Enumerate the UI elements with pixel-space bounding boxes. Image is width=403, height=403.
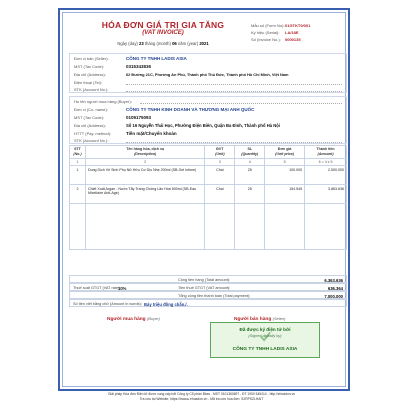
buyer-account-line <box>126 142 342 143</box>
seller-account-label: STK (Account No.): <box>74 87 109 92</box>
row-no: 1 <box>70 166 86 185</box>
meta-form-value: 01GTKT0/001 <box>285 23 311 28</box>
seller-tax: 0315343836 <box>126 63 152 69</box>
buyer-person-label: Họ tên người mua hàng (Buyer): <box>74 99 132 104</box>
buyer-company: CÔNG TY TNHH KINH DOANH VÀ THƯƠNG MẠI ANH QUỐC <box>126 106 255 112</box>
table-empty-row <box>70 204 347 250</box>
meta-serial-label: Ký hiệu (Serial): <box>251 30 280 35</box>
date-year-label: năm (year) <box>177 41 199 46</box>
stamp-line2: (Signed digitally by) <box>248 334 282 338</box>
table-colnum-row <box>70 159 347 166</box>
row-qty: 25 <box>235 185 265 204</box>
row-amount: 3.863.636 <box>305 185 347 204</box>
colnum: 3 <box>205 159 235 166</box>
meta-serial-value: LA/18E <box>285 30 299 35</box>
meta-form <box>251 22 351 29</box>
header-desc: Tên hàng hóa, dịch vụ (Description) <box>85 146 204 159</box>
seller-name: CÔNG TY TNHH LADIS ASIA <box>126 55 187 61</box>
meta-number <box>251 36 351 43</box>
vat-amount-label: Tiền thuế GTGT (VAT amount): <box>178 286 231 290</box>
header-amount: Thành tiền (Amount) <box>305 146 347 159</box>
footer-provider: Giải pháp Hóa đơn Điện tử được cung cấp bởi Công ty Cổ phần Bkav - MST 0101360697 - ĐT 1900 545414 - http://ehoadon.vn <box>107 392 296 396</box>
amount-words-label: Số tiền viết bằng chữ (Amount in words): <box>73 302 142 306</box>
buyer-section <box>69 96 347 144</box>
row-price: 154.545 <box>265 185 305 204</box>
buyer-tax-label: MST (Tax Code): <box>74 115 105 120</box>
date-month-label: tháng (month) <box>144 41 171 46</box>
colnum: 6 = 4 x 5 <box>305 159 347 166</box>
row-price: 100.000 <box>265 166 305 185</box>
meta-serial <box>251 29 351 36</box>
subtotal-row <box>69 275 347 283</box>
buyer-account-label: STK (Account No.): <box>74 138 109 143</box>
table-header-row <box>70 146 347 159</box>
grand-total-value: 7.000.000 <box>324 293 343 299</box>
subtotal-label: Cộng tiền hàng (Total amount): <box>178 278 231 282</box>
meta-form-label: Mẫu số (Form No): <box>251 23 285 28</box>
buyer-payment: Tiền mặt/Chuyển khoản <box>126 130 177 136</box>
subtotal-value: 6.363.636 <box>324 277 343 283</box>
row-desc: Dung Dịch Vệ Sinh Phụ Nữ Hữu Cơ Dịu Nhẹ 200ml (SB-Gel Intime) <box>85 166 204 185</box>
date-prefix: Ngày (day) <box>117 41 138 46</box>
date-day: 23 <box>138 41 144 46</box>
stamp-line3: CÔNG TY TNHH LADIS ASIA <box>232 347 298 352</box>
row-no: 2 <box>70 185 86 204</box>
footer-lookup: Tra cứu tại Website: https://tracuu.ehoadon.vn - Mã tra cứu hóa đơn: S2RPSZLHAIT <box>139 397 264 401</box>
stamp-line1: Đã được ký điện tử bởi <box>239 327 291 332</box>
invoice-title: HÓA ĐƠN GIÁ TRỊ GIA TĂNG <box>101 20 225 30</box>
colnum: 1 <box>70 159 86 166</box>
header-qty: SL (Quantity) <box>235 146 265 159</box>
row-desc: Chiết Xuất Argan - Nước Tẩy Trang Chống Lão Hóa 500ml (SB-Eau Micellaire Anti-Age) <box>85 185 204 204</box>
invoice-meta <box>251 22 351 43</box>
seller-signature-en: (Seller) <box>272 316 286 321</box>
seller-tax-label: MST (Tax Code): <box>74 64 105 69</box>
colnum: 4 <box>235 159 265 166</box>
buyer-payment-label: HTTT (Pay. method): <box>74 131 112 136</box>
vat-rate-value: 10% <box>118 285 127 291</box>
table-row <box>70 166 347 185</box>
buyer-signature-en: (Buyer) <box>146 316 161 321</box>
date-year: 2021 <box>199 41 209 46</box>
row-amount: 2.500.000 <box>305 166 347 185</box>
seller-account-line <box>126 91 342 92</box>
header-no: STT (No.) <box>70 146 86 159</box>
buyer-company-label: Đơn vị (Co. name): <box>74 107 108 112</box>
seller-tel-line <box>126 84 342 85</box>
buyer-signature-label: Người mua hàng <box>107 317 146 322</box>
buyer-address-label: Địa chỉ (Address): <box>74 123 106 128</box>
header-unit: ĐVT (Unit) <box>205 146 235 159</box>
seller-name-label: Đơn vị bán (Seller): <box>74 56 109 61</box>
vat-rate-label: Thuế suất GTGT (VAT rate): <box>73 286 121 290</box>
row-qty: 25 <box>235 166 265 185</box>
vat-amount-value: 636.364 <box>327 285 343 291</box>
amount-words-row <box>69 299 347 307</box>
date-month: 06 <box>172 41 177 46</box>
invoice-sheet <box>58 8 350 391</box>
vat-row <box>69 283 347 291</box>
buyer-tax: 0109175093 <box>126 114 152 120</box>
seller-section <box>69 53 347 93</box>
buyer-address: Số 16 Nguyễn Thái Học, Phường Điện Biên, Quận Ba Đình, Thành phố Hà Nội <box>126 122 280 128</box>
invoice-date <box>63 41 263 46</box>
grand-total-row <box>69 291 347 299</box>
digital-signature-stamp <box>210 322 320 358</box>
seller-tel-label: Điện thoại (Tel): <box>74 80 103 85</box>
row-unit: Chai <box>205 185 235 204</box>
row-unit: Chai <box>205 166 235 185</box>
seller-signature-label: Người bán hàng <box>234 317 272 322</box>
meta-number-label: Số (Invoice No.): <box>251 37 281 42</box>
colnum: 5 <box>265 159 305 166</box>
buyer-person-line <box>140 103 342 104</box>
amount-words-value: Bảy triệu đồng chẵn./. <box>144 301 188 307</box>
colnum: 2 <box>85 159 204 166</box>
grand-total-label: Tổng cộng tiền thanh toán (Total payment): <box>178 294 251 298</box>
invoice-subtitle: (VAT INVOICE) <box>142 30 184 36</box>
table-row <box>70 185 347 204</box>
seller-address-label: Địa chỉ (Address): <box>74 72 106 77</box>
meta-number-value: 0000135 <box>285 37 301 42</box>
header-price: Đơn giá (Unit price) <box>265 146 305 159</box>
items-table <box>69 145 347 250</box>
buyer-signature <box>107 316 160 322</box>
seller-address: 62 Đường 21C, Phường An Phú, Thành phố Thủ Đức, Thành phố Hồ Chí Minh, Việt Nam <box>126 71 289 77</box>
